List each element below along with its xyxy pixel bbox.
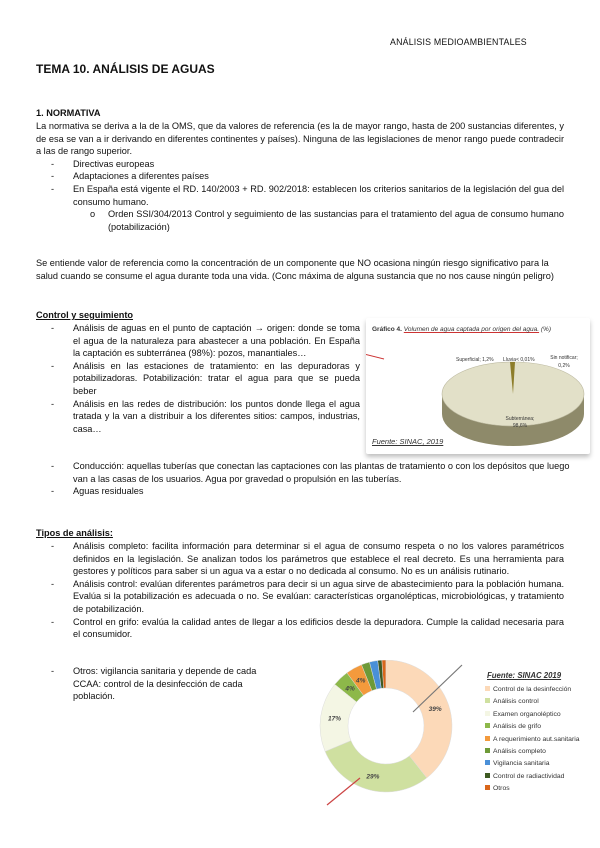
donut-source: Fuente: SINAC 2019: [487, 671, 562, 680]
figure-title: Gráfico 4. Volumen de agua captada por origen del agua. (%): [372, 326, 551, 333]
legend-swatch: [485, 748, 490, 753]
pie-chart-3d: [366, 318, 590, 454]
legend-item: [485, 783, 580, 795]
list-item: - Aguas residuales: [36, 485, 576, 498]
list-item: - Análisis completo: facilita información para determinar si el agua de consumo respeta o no los valores paramétricos definidos en la legislación. Se analizan todos los parámetros que establece el real decreto. Es una herramienta para gestores y políticos para saber si un agua va a estar o no dedicada al consumo. No es un análisis rutinario.: [36, 540, 564, 578]
donut-data-label: [358, 660, 369, 662]
legend-label: Otros: [493, 785, 510, 793]
list-item: - Conducción: aquellas tuberías que conectan las captaciones con las plantas de tratamiento o con los depósitos que luego van a las casas de los usuarios. Agua por gravedad o propulsión en las tuberías.: [36, 460, 576, 485]
sub-list-item: o Orden SSI/304/2013 Control y seguimiento de las sustancias para el tratamiento del agua de consumo humano (potabilización): [36, 208, 564, 233]
label-superficial: Superficial; 1,2%: [456, 357, 494, 363]
legend-swatch: [485, 785, 490, 790]
legend-item: [485, 758, 580, 770]
list-item: - En España está vigente el RD. 140/2003 + RD. 902/2018: establecen los criterios sanitarios de la legislación del gua del consumo humano.: [36, 183, 564, 208]
legend-item: [485, 721, 580, 733]
legend-label: Examen organoléptico: [493, 710, 561, 718]
donut-data-label: 4%: [345, 685, 355, 693]
legend-swatch: [485, 723, 490, 728]
legend-label: Análisis completo: [493, 748, 546, 756]
figure-water-origin: [366, 318, 590, 454]
legend-label: Análisis de grifo: [493, 723, 541, 731]
legend-swatch: [485, 760, 490, 765]
legend-label: Análisis control: [493, 698, 539, 706]
donut-slice: [325, 741, 427, 792]
normativa-intro: La normativa se deriva a la de la OMS, que da valores de referencia (es la de mayor rango, hasta de 200 sustancias diferentes, y de esa se van a ir derivando en diferentes continentes y países). Ninguna de las legislaciones de menor rango puede contradecir a las de rango superior.: [36, 121, 564, 157]
donut-slice: [386, 660, 452, 778]
legend-swatch: [485, 711, 490, 716]
list-item: - Control en grifo: evalúa la calidad antes de llegar a los edificios desde la depuradora. Cumple la calidad necesaria para el consumidor.: [36, 616, 564, 641]
label-sin-notificar: Sin notificar; 0,2%: [550, 355, 578, 369]
donut-data-label: 17%: [328, 715, 342, 723]
legend-item: [485, 709, 580, 721]
legend-item: [485, 696, 580, 708]
list-item: - Adaptaciones a diferentes países: [36, 170, 564, 183]
list-item: - Análisis de aguas en el punto de captación → origen: donde se toma el agua de la naturaleza para abastecer a una población. En España la captación es subterránea (98%): pozos, manantiales…: [36, 322, 360, 360]
label-lluvia: Lluvia< 0,01%: [503, 357, 535, 363]
legend-label: Control de la desinfección: [493, 686, 572, 693]
list-item: - Análisis en las redes de distribución: los puntos donde llega el agua tratada y la van a distribuir a los diferentes sitios: campos, industrias, casa…: [36, 398, 360, 436]
running-header: ANÁLISIS MEDIOAMBIENTALES: [390, 37, 527, 47]
figure-source: Fuente: SINAC, 2019: [372, 437, 444, 446]
legend-item: [485, 746, 580, 758]
arrow-icon: [366, 354, 384, 359]
list-item: - Otros: vigilancia sanitaria y depende de cada CCAA: control de la desinfección de cada población.: [36, 665, 286, 703]
legend-swatch: [485, 736, 490, 741]
legend-item: [485, 684, 580, 696]
legend-label: Vigilancia sanitaria: [493, 760, 550, 768]
donut-data-label: 39%: [428, 705, 442, 713]
page-title: TEMA 10. ANÁLISIS DE AGUAS: [36, 62, 215, 76]
reference-paragraph: Se entiende valor de referencia como la concentración de un componente que NO ocasiona ningún riesgo significativo para la salud cuando se consume el agua durante toda una vida. (Conc máxima de alguna sustancia que no nos cause ningún peligro): [36, 258, 554, 281]
donut-data-label: 4%: [356, 677, 366, 685]
list-item: - Análisis control: evalúan diferentes parámetros para decir si un agua sirve de abastecimiento para la población humana. Evalúa si la potabilización es adecuada o no. Se evalúan: características organolépticas, microbiológicas, y tratamiento de potabilización.: [36, 578, 564, 616]
legend-label: A requerimiento aut.sanitaria: [493, 735, 580, 743]
normativa-block: [36, 120, 564, 233]
label-subterranea: Subterránea; 98,6%: [505, 416, 535, 429]
arrow-icon: [327, 778, 360, 805]
donut-chart: [300, 660, 480, 810]
list-item: - Análisis en las estaciones de tratamiento: en las depuradoras y potabilizadoras. Potabilización: tratar el agua para que se pueda beber: [36, 360, 360, 398]
list-item: - Directivas europeas: [36, 158, 564, 171]
legend-item: [485, 734, 580, 746]
legend-label: Control de radiactividad: [493, 772, 565, 780]
donut-data-label: 29%: [366, 773, 380, 781]
legend-swatch: [485, 698, 490, 703]
section-heading-normativa: 1. NORMATIVA: [36, 108, 101, 118]
section-heading-tipos: Tipos de análisis:: [36, 528, 113, 538]
legend-swatch: [485, 773, 490, 778]
donut-legend: [485, 684, 580, 796]
legend-item: [485, 771, 580, 783]
section-heading-control: Control y seguimiento: [36, 310, 133, 320]
legend-swatch: [485, 686, 490, 691]
